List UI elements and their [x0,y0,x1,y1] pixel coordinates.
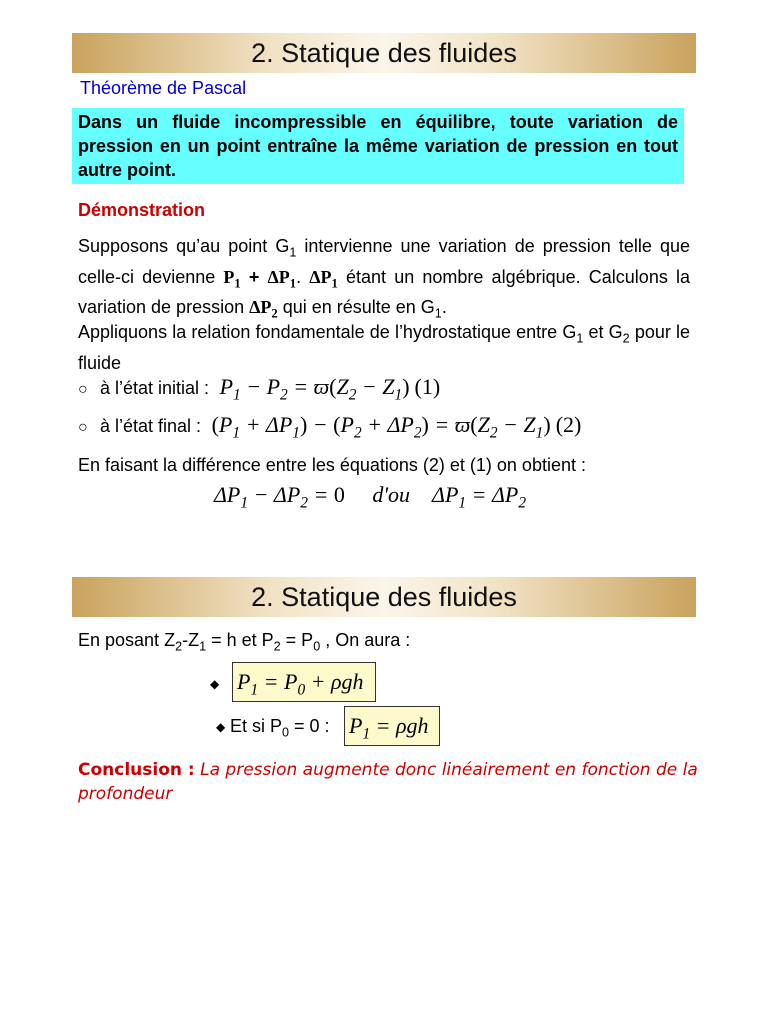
final-state-label: à l’état final : [100,416,202,436]
equation-initial: $P_1 - P_2 = ϖ(Z_2 - Z_1)$ [214,374,410,404]
difference-paragraph: En faisant la différence entre les équations (2) et (1) on obtient : [78,455,586,475]
demonstration-heading: Démonstration [78,200,206,220]
formula-box-p1-p0-rho-g-h: $P_1 = P_0 + \rho gh$ [232,662,376,702]
initial-state-row [78,374,440,404]
dou-label: d'ou [372,482,411,507]
slide2-title: 2. Statique des fluides [72,577,696,617]
et-si-line: Et si $P_0 = 0$ : [230,716,330,740]
equation-2-label: (2) [555,412,582,437]
diamond-bullet-icon: ◆ [210,677,220,691]
demonstration-paragraph: Supposons qu’au point $G_1$ intervienne une variation de pression telle que celle-ci devienne $P_1 + \Delta P_1$. $\Delta P_1$ étant un nombre algébrique. Calculons la variation de pression $\Delta P_2$ qui en résulte en $G_1$. [78,236,690,321]
posant-line: En posant $Z_2-Z_1 = h$ et $P_2 = P_0$ , On aura : [78,630,411,654]
formula-box-p1-rho-g-h: $P_1 = \rho gh$ [344,706,440,746]
equation-final: $(P_1 + \Delta P_1) - (P_2 + \Delta P_2) = ϖ(Z_2 - Z_1)$ [211,412,551,442]
final-state-row [78,412,581,442]
circle-bullet-icon: ○ [78,419,88,436]
result-equation: $\Delta P_1 - \Delta P_2 = 0$ d'ou $\Delta P_1 = \Delta P_2$ [214,482,527,512]
pascal-statement: Dans un fluide incompressible en équilibre, toute variation de pression en un point entraîne la même variation de pression en tout autre point. [72,108,684,184]
circle-bullet-icon: ○ [78,381,88,398]
hydrostatic-paragraph: Appliquons la relation fondamentale de l’hydrostatique entre $G_1$ et $G_2$ pour le fluide [78,322,690,373]
conclusion-label: Conclusion : [78,760,195,780]
pascal-theorem-heading: Théorème de Pascal [80,78,247,98]
conclusion-text: La pression augmente donc linéairement en fonction de la profondeur [78,760,698,804]
slide1-title: 2. Statique des fluides [72,33,696,73]
initial-state-label: à l’état initial : [100,378,210,398]
conclusion [78,758,698,806]
diamond-bullet-icon: ◆ [216,720,226,734]
equation-1-label: (1) [414,374,441,399]
